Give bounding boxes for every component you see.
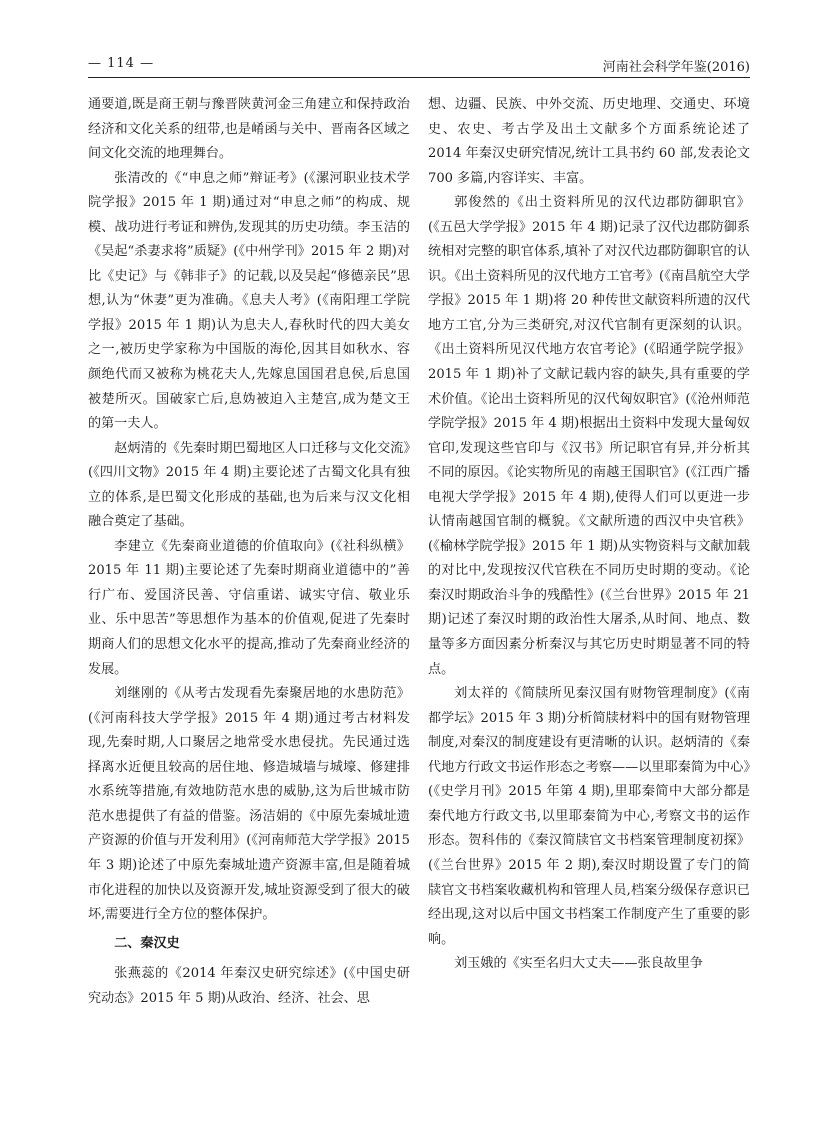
paragraph: 张清改的《“申息之师”辩证考》(《漯河职业技术学院学报》2015 年 1 期)通过对“申息之师”的构成、规模、战功进行考证和辨伪,发现其的历史功绩。李玉洁的《吴起“杀妻求将”质疑》(《中州学刊》2015 年 2 期)对比《史记》与《韩非子》的记载,以及吴起“修德亲民”思想,认为“休妻”更为准确。《息夫人考》(《南阳理工学院学报》2015 年 1 期)认为息夫人,春秋时代的四大美女之一,被历史学家称为中国版的海伦,因其目如秋水、容颜绝代而又被称为桃花夫人,先嫁息国国君息侯,后息国被楚所灭。国破家亡后,息妫被迫入主楚宫,成为楚文王的第一夫人。	[88, 170, 410, 432]
paragraph: 李建立《先秦商业道德的价值取向》(《社科纵横》2015 年 11 期)主要论述了先秦时期商业道德中的”善行广布、爱国济民善、守信重诺、诚实守信、敬业乐业、乐中思苦”等思想作为基本的价值观,促进了先秦时期商人们的思想文化水平的提高,推动了先秦商业经济的发展。	[88, 538, 410, 677]
paragraph: 刘太祥的《简牍所见秦汉国有财物管理制度》(《南都学坛》2015 年 3 期)分析简牍材料中的国有财物管理制度,对秦汉的制度建设有更清晰的认识。赵炳清的《秦代地方行政文书运作形态之考察——以里耶秦简为中心》(《史学月刊》2015 年第 4 期),里耶秦简中大部分都是秦代地方行政文书,以里耶秦简为中心,考察文书的运作形态。贺科伟的《秦汉简牍官文书档案管理制度初探》(《兰台世界》2015 年 2 期),秦汉时期设置了专门的简牍官文书档案收藏机构和管理人员,档案分级保存意识已经出现,这对以后中国文书档案工作制度产生了重要的影响。	[428, 686, 750, 947]
journal-title: 河南社会科学年鉴(2016)	[602, 60, 750, 75]
section-heading: 二、秦汉史	[114, 935, 180, 951]
page-number: — 114 —	[88, 56, 155, 71]
paragraph: 通要道,既是商王朝与豫晋陕黄河金三角建立和保持政治经济和文化关系的纽带,也是崤函与关中、晋南各区域之间文化交流的地理舞台。	[88, 97, 410, 162]
header-rule	[88, 77, 750, 78]
right-column	[428, 93, 750, 977]
paragraph: 郭俊然的《出土资料所见的汉代边郡防御职官》(《五邑大学学报》2015 年 4 期)记录了汉代边郡防御系统相对完整的职官体系,填补了对汉代边郡防御职官的认识。《出土资料所见的汉代地方工官考》(《南昌航空大学学报》2015 年 1 期)将 20 种传世文献资料所遗的汉代地方工官,分为三类研究,对汉代官制有更深刻的认识。《出土资料所见汉代地方农官考论》(《昭通学院学报》2015 年 1 期)补了文献记载内容的缺失,具有重要的学术价值。《论出土资料所见的汉代匈奴职官》(《沧州师范学院学报》2015 年 4 期)根据出土资料中发现大量匈奴官印,发现这些官印与《汉书》所记职官有异,并分析其不同的原因。《论实物所见的南越王国职官》(《江西广播电视大学学报》2015 年 4 期),使得人们可以更进一步认情南越国官制的概貌。《文献所遗的西汉中央官秩》(《榆林学院学报》2015 年 1 期)从实物资料与文献加载的对比中,发现按汉代官秩在不同历史时期的变动。《论秦汉时期政治斗争的残酷性》(《兰台世界》2015 年 21 期)记述了秦汉时期的政治性大屠杀,从时间、地点、数量等多方面因素分析秦汉与其它历史时期显著不同的特点。	[428, 195, 750, 677]
paragraph: 想、边疆、民族、中外交流、历史地理、交通史、环境史、农史、考古学及出土文献多个方面系统论述了 2014 年秦汉史研究情况,统计工具书约 60 部,发表论文 700 多篇,内容详实、丰富。	[428, 97, 750, 186]
paragraph: 刘继刚的《从考古发现看先秦聚居地的水患防范》(《河南科技大学学报》2015 年 4 期)通过考古材料发现,先秦时期,人口聚居之地常受水患侵扰。先民通过选择离水近便且较高的居住地、修造城墙与城壕、修建排水系统等措施,有效地防范水患的威胁,这为后世城市防范水患提供了有益的借鉴。汤洁娟的《中原先秦城址遗产资源的价值与开发利用》(《河南师范大学学报》2015 年 3 期)论述了中原先秦城址遗产资源丰富,但是随着城市化进程的加快以及资源开发,城址资源受到了很大的破坏,需要进行全方位的整体保护。	[88, 686, 410, 923]
left-column	[88, 93, 410, 1011]
paragraph: 刘玉娥的《实至名归大丈夫——张良故里争	[454, 956, 703, 972]
paragraph: 张燕蕊的《2014 年秦汉史研究综述》(《中国史研究动态》2015 年 5 期)从政治、经济、社会、思	[88, 966, 410, 1006]
running-header	[88, 52, 750, 78]
paragraph: 赵炳清的《先秦时期巴蜀地区人口迁移与文化交流》(《四川文物》2015 年 4 期)主要论述了古蜀文化具有独立的体系,是巴蜀文化形成的基础,也为后来与汉文化相融合奠定了基础。	[88, 440, 410, 530]
